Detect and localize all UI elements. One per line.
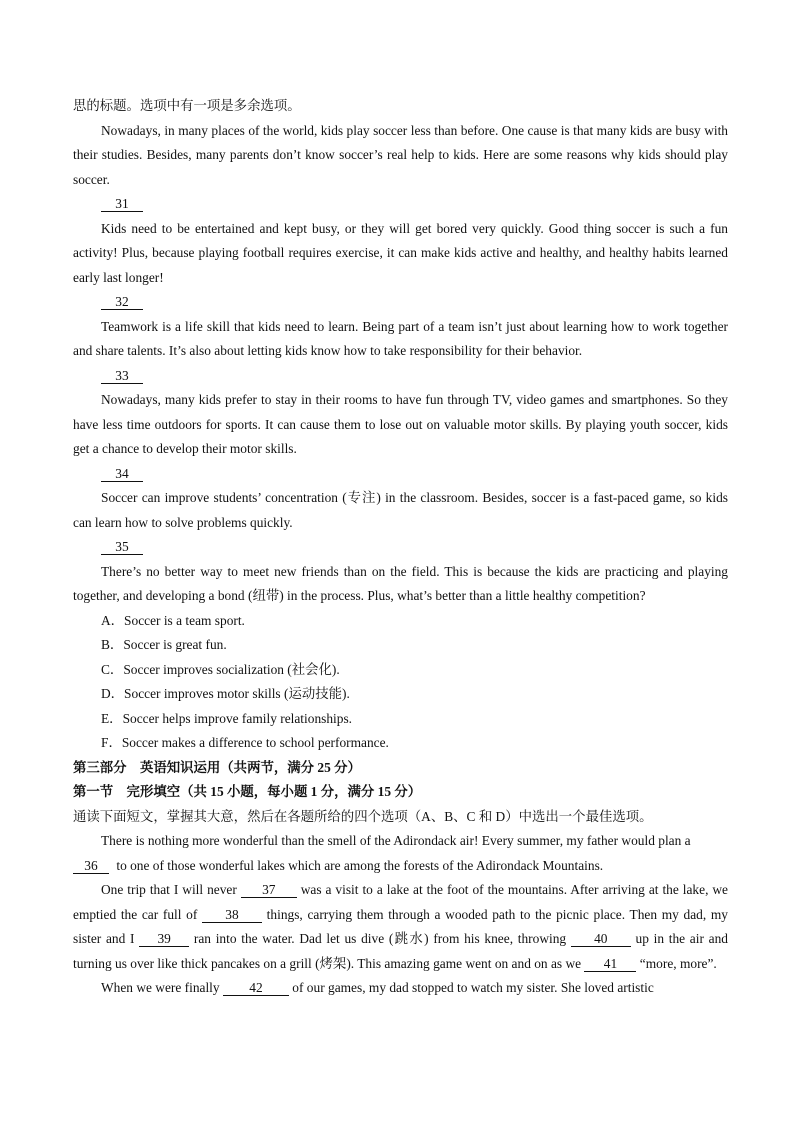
blank-35-line	[73, 535, 728, 560]
intro-tail: 思的标题。选项中有一项是多余选项。	[73, 98, 301, 113]
cloze-text: was a visit to a lake at the foot of the mountains. After arriving at the lake, we emptied the car full of	[73, 882, 728, 922]
blank-33-line	[73, 364, 728, 389]
blank-33: 33	[101, 368, 143, 384]
option-b: B．Soccer is great fun.	[101, 637, 227, 652]
passage-paragraph-1: Nowadays, in many places of the world, kids play soccer less than before. One cause is that many kids are busy with their studies. Besides, many parents don’t know soccer’s real help to kids. Here are some reasons why kids should play soccer.	[73, 122, 728, 187]
cloze-text: up in the air and turning us over like thick pancakes on a grill (烤架). This amazing game went on and on as we	[73, 931, 728, 971]
passage-paragraph-2: Kids need to be entertained and kept busy, or they will get bored very quickly. Good thing soccer is such a fun activity! Plus, because playing football requires exercise, it can make kids active and healthy, and healthy habits learned early last longer!	[73, 220, 728, 285]
passage-paragraph-4: Nowadays, many kids prefer to stay in their rooms to have fun through TV, video games and smartphones. So they have less time outdoors for sports. It can cause them to lose out on valuable motor skills. By playing youth soccer, kids get a chance to develop their motor skills.	[73, 392, 728, 456]
blank-34: 34	[101, 466, 143, 482]
option-c: C．Soccer improves socialization (社会化).	[101, 661, 340, 677]
cloze-text: to one of those wonderful lakes which are among the forests of the Adirondack Mountains.	[113, 857, 604, 873]
blank-41: 41	[584, 956, 636, 972]
passage-paragraph-3: Teamwork is a life skill that kids need to learn. Being part of a team isn’t just about learning how to work together and share talents. It’s also about letting kids know how to take responsibility for their behavior.	[73, 318, 728, 358]
cloze-text: of our games, my dad stopped to watch my sister. She loved artistic	[288, 980, 654, 995]
blank-35: 35	[101, 539, 143, 555]
blank-31: 31	[101, 196, 143, 212]
cloze-text: ran into the water. Dad let us dive (跳水) from his knee, throwing	[189, 931, 571, 946]
blank-37: 37	[241, 882, 297, 898]
blank-36: 36	[73, 858, 109, 874]
section1-instructions: 通读下面短文，掌握其大意，然后在各题所给的四个选项（A、B、C 和 D）中选出一个最佳选项。	[73, 808, 653, 824]
blank-34-line	[73, 462, 728, 487]
passage-paragraph-6: There’s no better way to meet new friends than on the field. This is because the kids are practicing and playing together, and developing a bond (纽带) in the process. Plus, what’s better than a little healthy competition?	[73, 563, 728, 603]
document-content	[73, 94, 728, 1001]
cloze-paragraph-3	[73, 976, 728, 1001]
blank-40: 40	[571, 931, 631, 947]
cloze-paragraph-1	[73, 829, 728, 878]
cloze-text: “more, more”.	[636, 955, 717, 971]
cloze-text: One trip that I will never	[101, 882, 241, 897]
passage-paragraph-5: Soccer can improve students’ concentration (专注) in the classroom. Besides, soccer is a fast-paced game, so kids can learn how to solve problems quickly.	[73, 490, 728, 530]
section1-heading: 第一节 完形填空（共 15 小题，每小题 1 分，满分 15 分）	[73, 784, 422, 799]
cloze-text: There is nothing more wonderful than the smell of the Adirondack air! Every summer, my father would plan a	[101, 833, 691, 848]
cloze-text: When we were finally	[101, 980, 223, 995]
option-a: A．Soccer is a team sport.	[101, 612, 245, 628]
cloze-text: things, carrying them through a wooded path to the picnic place. Then my dad, my sister and I	[73, 906, 729, 946]
option-f: F．Soccer makes a difference to school performance.	[101, 735, 389, 750]
blank-32: 32	[101, 294, 143, 310]
blank-38: 38	[202, 907, 262, 923]
option-d: D．Soccer improves motor skills (运动技能).	[101, 686, 350, 701]
blank-31-line	[73, 192, 728, 217]
cloze-paragraph-2	[73, 878, 728, 976]
blank-32-line	[73, 290, 728, 315]
part3-heading: 第三部分 英语知识运用（共两节，满分 25 分）	[73, 759, 361, 775]
blank-42: 42	[223, 980, 289, 996]
blank-39: 39	[139, 931, 189, 947]
option-e: E．Soccer helps improve family relationships.	[101, 710, 353, 726]
